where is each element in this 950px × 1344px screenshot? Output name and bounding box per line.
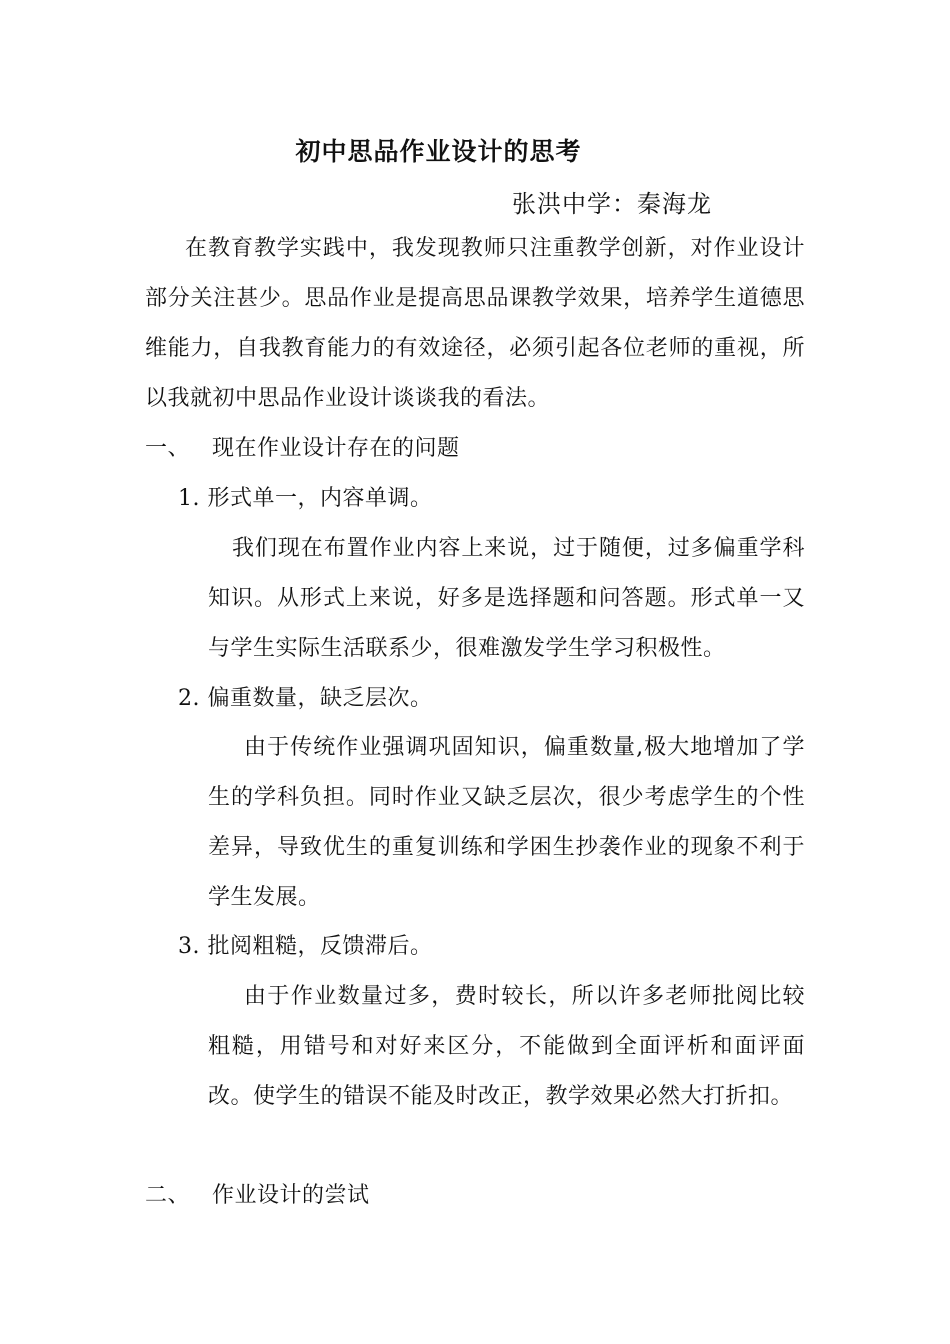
- subheading-2: 2. 偏重数量，缺乏层次。: [178, 686, 433, 711]
- section-number: 二、: [145, 1183, 191, 1208]
- section-title: 作业设计的尝试: [212, 1183, 370, 1208]
- section-title: 现在作业设计存在的问题: [212, 436, 460, 461]
- body-paragraph-1: 我们现在布置作业内容上来说，过于随便，过多偏重学科知识。从形式上来说，好多是选择题和问答题。形式单一又与学生实际生活联系少，很难激发学生学习积极性。: [208, 536, 805, 661]
- subheading-1: 1. 形式单一，内容单调。: [178, 486, 433, 511]
- section-heading-2: [145, 1171, 370, 1221]
- document-author: 张洪中学：秦海龙: [512, 190, 712, 218]
- body-paragraph-2: 由于传统作业强调巩固知识，偏重数量,极大地增加了学生的学科负担。同时作业又缺乏层次，很少考虑学生的个性差异，导致优生的重复训练和学困生抄袭作业的现象不利于学生发展。: [208, 735, 805, 910]
- subheading-3: 3. 批阅粗糙，反馈滞后。: [178, 934, 433, 959]
- intro-paragraph: 在教育教学实践中，我发现教师只注重教学创新，对作业设计部分关注甚少。思品作业是提高思品课教学效果，培养学生道德思维能力，自我教育能力的有效途径，必须引起各位老师的重视，所以我就初中思品作业设计谈谈我的看法。: [145, 236, 805, 411]
- section-heading-1: [145, 424, 460, 474]
- section-number: 一、: [145, 436, 191, 461]
- body-paragraph-3: 由于作业数量过多，费时较长，所以许多老师批阅比较粗糙，用错号和对好来区分，不能做到全面评析和面评面改。使学生的错误不能及时改正，教学效果必然大打折扣。: [208, 984, 805, 1109]
- document-title: 初中思品作业设计的思考: [295, 137, 582, 166]
